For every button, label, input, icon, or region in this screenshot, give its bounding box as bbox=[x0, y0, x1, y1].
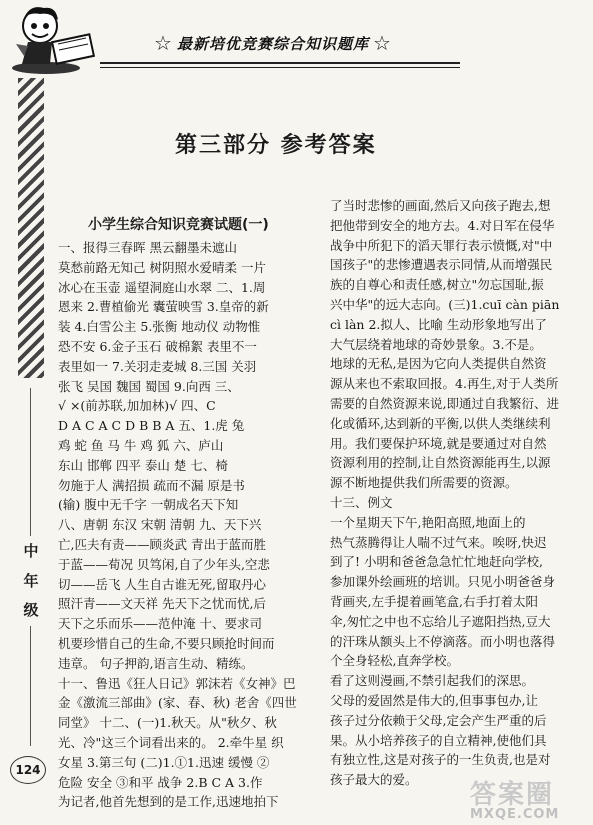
banner-title: 最新培优竞赛综合知识题库 bbox=[176, 34, 369, 53]
header-rule bbox=[100, 62, 460, 68]
text-line: cì làn 2.拟人、比喻 生动形象地写出了 bbox=[330, 316, 547, 332]
text-line: 资源利用的控制,让自然资源能再生,以源 bbox=[330, 455, 551, 471]
text-line: 同堂》 十二、(一)1.秋天。从"秋夕、秋 bbox=[58, 715, 277, 731]
text-line: 违章。 句子押韵,语言生动、精练。 bbox=[58, 655, 254, 671]
text-line: 用。我们要保护环境,就是要通过对自然 bbox=[330, 435, 547, 451]
section-title: 小学生综合知识竞赛试题(一) bbox=[88, 217, 269, 233]
grade-char: 级 bbox=[23, 601, 39, 619]
side-divider bbox=[30, 626, 31, 746]
mascot-icon bbox=[6, 2, 98, 76]
text-line: √ ×(前苏联,加加林)√ 四、C bbox=[58, 398, 216, 414]
grade-char: 中 bbox=[23, 542, 39, 560]
text-line: 为记者,他首先想到的是工作,迅速地拍下 bbox=[58, 794, 279, 810]
part-title: 第三部分 参考答案 bbox=[175, 132, 377, 158]
text-line: 孩子最大的爱。 bbox=[330, 772, 418, 788]
text-line: 恩来 2.曹植偷光 囊萤映雪 3.皇帝的新 bbox=[58, 299, 269, 315]
text-line: 国孩子"的悲惨遭遇表示同情,从而增强民 bbox=[330, 257, 553, 273]
answer-column-right bbox=[330, 196, 580, 790]
page-header bbox=[0, 0, 593, 80]
text-line: 表里如一 7.关羽走麦城 8.三国 关羽 bbox=[58, 358, 257, 374]
text-line: 兴中华"的远大志向。(三)1.cuī càn piān bbox=[330, 296, 560, 312]
text-line: 机要珍惜自己的生命,不要只顾抢时间而 bbox=[58, 635, 275, 651]
text-line: 光、冷"这三个词看出来的。 2.牵牛星 织 bbox=[58, 734, 284, 750]
star-icon: ☆ bbox=[154, 31, 173, 55]
header-banner bbox=[108, 24, 438, 62]
text-line: 热气蒸腾得让人喘不过气来。唉呀,快迟 bbox=[330, 534, 547, 550]
text-line: 冰心在玉壶 遥望洞庭山水翠 二、1.周 bbox=[58, 279, 266, 295]
text-line: 金《激流三部曲》(家、春、秋) 老舍《四世 bbox=[58, 695, 297, 711]
text-line: 十三、例文 bbox=[330, 494, 393, 510]
text-line: 孩子过分依赖于父母,定会产生严重的后 bbox=[330, 712, 547, 728]
side-strip bbox=[18, 78, 44, 738]
grade-char: 年 bbox=[23, 571, 39, 590]
text-line: 十一、鲁迅《狂人日记》郭沫若《女神》巴 bbox=[58, 675, 296, 691]
text-line: D A C A C D B B A 五、1.虎 兔 bbox=[58, 418, 245, 434]
text-line: 切——岳飞 人生自古谁无死,留取丹心 bbox=[58, 576, 266, 592]
text-line: 东山 邯郸 四平 泰山 楚 七、椅 bbox=[58, 457, 228, 473]
text-line: 果。从小培养孩子的自立精神,使他们具 bbox=[330, 732, 547, 748]
text-line: 需要的自然资源来说,即通过自我繁衍、进 bbox=[330, 395, 559, 411]
text-line: 把他带到安全的地方去。4.对日军在侵华 bbox=[330, 217, 555, 233]
text-line: 危险 安全 ③和平 战争 2.B C A 3.作 bbox=[58, 774, 263, 790]
text-line: 地球的无私,是因为它向人类提供自然资 bbox=[330, 356, 547, 372]
text-line: 一个星期天下午,艳阳高照,地面上的 bbox=[330, 514, 526, 530]
text-line: 照汗青——文天祥 先天下之忧而忧,后 bbox=[58, 596, 266, 612]
text-line: 张飞 吴国 魏国 蜀国 9.向西 三、 bbox=[58, 378, 240, 394]
text-line: 到了! 小明和爸爸急急忙忙地赶向学校, bbox=[330, 554, 543, 570]
text-line: 大气层绕着地球的奇妙景象。3.不是。 bbox=[330, 336, 542, 352]
page-number: 124 bbox=[10, 756, 46, 784]
text-line: 鸡 蛇 鱼 马 牛 鸡 狐 六、庐山 bbox=[58, 437, 224, 453]
text-line: 八、唐朝 东汉 宋朝 清朝 九、天下兴 bbox=[58, 517, 262, 533]
text-line: 勿施于人 满招损 疏而不漏 原是书 bbox=[58, 477, 245, 493]
answer-column-left bbox=[58, 238, 313, 812]
text-line: 装 4.白雪公主 5.张衡 地动仪 动物惟 bbox=[58, 319, 261, 335]
text-line: (输) 腹中无千字 一朝成名天下知 bbox=[58, 497, 239, 513]
text-line: 源不断地提供我们所需要的资源。 bbox=[330, 475, 518, 491]
side-divider bbox=[30, 388, 31, 536]
text-line: 个全身轻松,直奔学校。 bbox=[330, 653, 459, 669]
text-line: 族的自尊心和责任感,树立"勿忘国耻,振 bbox=[330, 277, 544, 293]
text-line: 伞,匆忙之中也不忘给儿子遮阳挡热,豆大 bbox=[330, 613, 551, 629]
text-line: 莫愁前路无知己 树阴照水爱晴柔 一片 bbox=[58, 259, 266, 275]
text-line: 于蓝——荀况 贝笃闲,自了少年头,空悲 bbox=[58, 556, 270, 572]
text-line: 父母的爱固然是伟大的,但事事包办,让 bbox=[330, 692, 538, 708]
text-line: 恐不安 6.金子玉石 破棉絮 表里不一 bbox=[58, 338, 257, 354]
text-line: 天下之乐而乐——范仲淹 十、要求司 bbox=[58, 616, 262, 632]
text-line: 一、报得三春晖 黑云翻墨未遮山 bbox=[58, 240, 237, 255]
text-line: 亡,匹夫有责——顾炎武 青出于蓝而胜 bbox=[58, 536, 266, 552]
stripe-decoration bbox=[18, 78, 44, 378]
watermark-url: MXQE.COM bbox=[470, 807, 560, 822]
text-line: 源从来也不索取回报。4.再生,对于人类所 bbox=[330, 376, 559, 392]
star-icon: ☆ bbox=[373, 31, 392, 55]
text-line: 参加课外绘画班的培训。只见小明爸爸身 bbox=[330, 574, 556, 590]
text-line: 战争中所犯下的滔天罪行表示愤慨,对"中 bbox=[330, 237, 553, 253]
text-line: 女星 3.第三句 (二)1.①1.迅速 缓慢 ② bbox=[58, 754, 270, 770]
text-line: 背画夹,左手提着画笔盒,右手打着太阳 bbox=[330, 593, 538, 609]
text-line: 有独立性,这是对孩子的一生负责,也是对 bbox=[330, 752, 551, 768]
watermark bbox=[470, 774, 588, 820]
grade-label bbox=[18, 540, 44, 620]
watermark-logo: 答案圈 bbox=[470, 780, 555, 810]
text-line: 了当时悲惨的画面,然后又向孩子跑去,想 bbox=[330, 198, 551, 213]
text-line: 看了这则漫画,不禁引起我们的深思。 bbox=[330, 673, 534, 689]
text-line: 的汗珠从额头上不停滴落。而小明也落得 bbox=[330, 633, 556, 649]
text-line: 化或循环,达到新的平衡,以供人类继续利 bbox=[330, 415, 551, 431]
